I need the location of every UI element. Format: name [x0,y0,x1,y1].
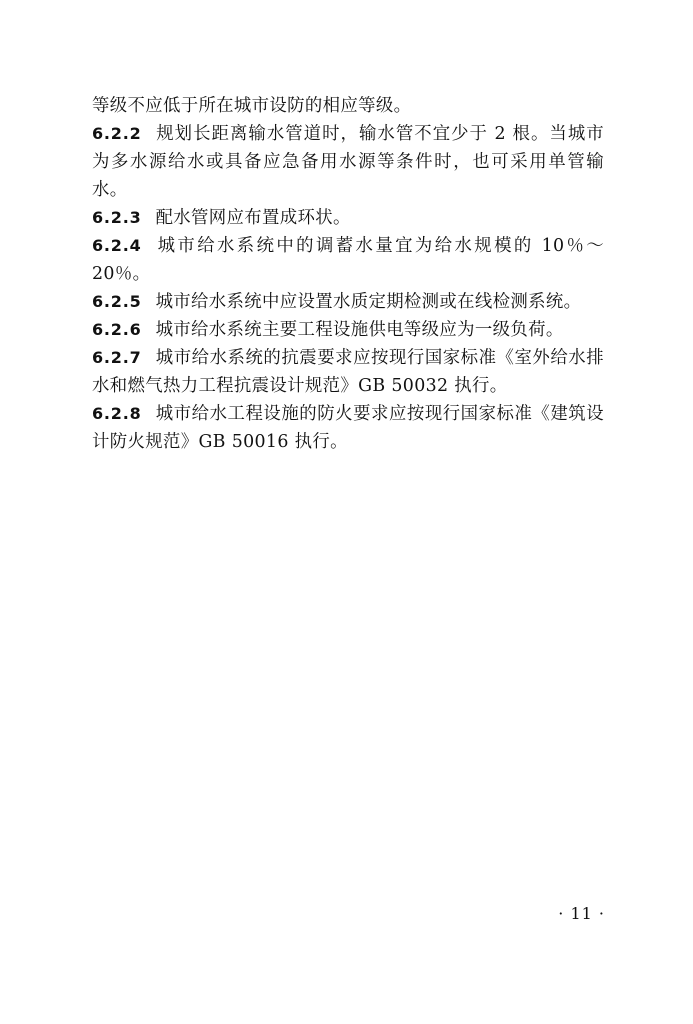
clause-text: 城市给水系统主要工程设施供电等级应为一级负荷。 [155,320,564,340]
continued-text: 等级不应低于所在城市设防的相应等级。 [92,96,412,116]
clause-number: 6.2.8 [92,404,142,423]
clause-6-2-5 [92,288,604,316]
clause-text: 城市给水工程设施的防火要求应按现行国家标准《建筑设计防火规范》GB 50016 执行。 [92,404,604,452]
continued-paragraph [92,92,604,120]
clause-6-2-4 [92,232,604,288]
clause-text: 规划长距离输水管道时，输水管不宜少于 2 根。当城市为多水源给水或具备应急备用水源等条件时，也可采用单管输水。 [92,124,604,200]
page-number: · 11 · [558,904,605,923]
clause-6-2-2 [92,120,604,204]
clause-number: 6.2.4 [92,236,142,255]
clause-6-2-6 [92,316,604,344]
clause-text: 城市给水系统的抗震要求应按现行国家标准《室外给水排水和燃气热力工程抗震设计规范》GB 50032 执行。 [92,348,604,396]
clause-text: 配水管网应布置成环状。 [155,208,351,228]
clause-6-2-8 [92,400,604,456]
clause-number: 6.2.7 [92,348,142,367]
clause-number: 6.2.5 [92,292,142,311]
clause-6-2-7 [92,344,604,400]
clause-text: 城市给水系统中的调蓄水量宜为给水规模的 10％～20％。 [92,236,604,284]
clause-number: 6.2.2 [92,124,142,143]
clause-number: 6.2.6 [92,320,142,339]
clause-number: 6.2.3 [92,208,142,227]
clause-text: 城市给水系统中应设置水质定期检测或在线检测系统。 [155,292,582,312]
clause-6-2-3 [92,204,604,232]
page-body [92,92,604,456]
